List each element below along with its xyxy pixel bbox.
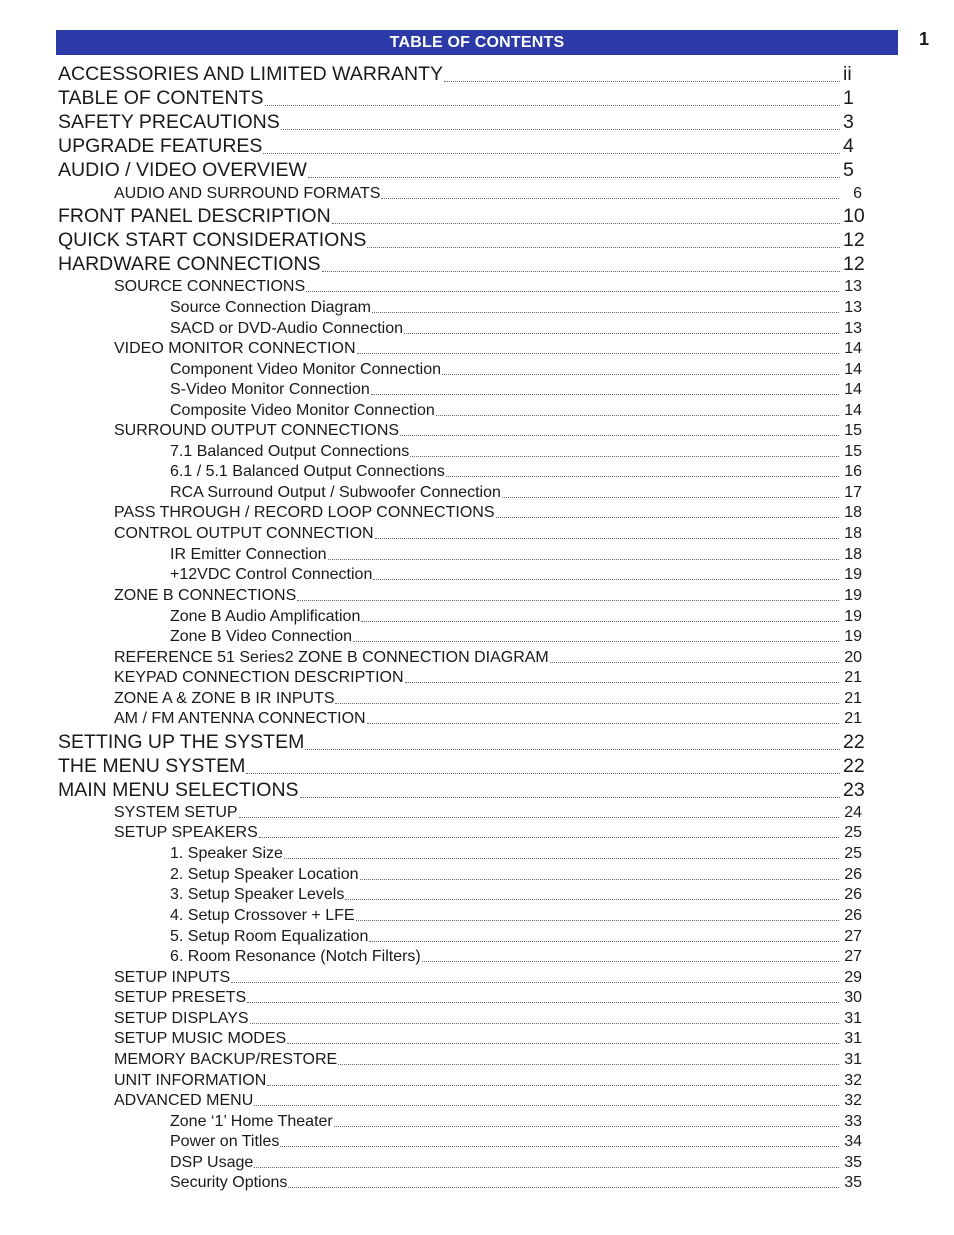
dot-leader: [345, 899, 839, 900]
toc-entry-page: 26: [844, 886, 862, 903]
toc-entry-page: 33: [844, 1113, 862, 1130]
toc-entry-page: 6: [853, 185, 862, 202]
dot-leader: [259, 837, 839, 838]
toc-entry[interactable]: [170, 626, 862, 646]
toc-entry-label: 3. Setup Speaker Levels: [170, 886, 345, 903]
toc-entry-page: 16: [844, 463, 862, 480]
dot-leader: [410, 456, 839, 457]
toc-header-title: TABLE OF CONTENTS: [389, 33, 565, 51]
toc-entry[interactable]: [114, 802, 862, 822]
toc-entry-label: IR Emitter Connection: [170, 546, 327, 563]
toc-entry-page: 26: [844, 907, 862, 924]
toc-entry[interactable]: [170, 1152, 862, 1172]
toc-entry-page: 18: [844, 546, 862, 563]
toc-entry-label: SETUP SPEAKERS: [114, 824, 258, 841]
dot-leader: [300, 797, 840, 798]
toc-entry-label: AM / FM ANTENNA CONNECTION: [114, 710, 366, 727]
toc-entry[interactable]: [114, 708, 862, 728]
toc-entry-label: QUICK START CONSIDERATIONS: [58, 229, 367, 251]
dot-leader: [422, 961, 839, 962]
toc-entry-label: AUDIO AND SURROUND FORMATS: [114, 185, 381, 202]
dot-leader: [353, 641, 839, 642]
toc-entry[interactable]: [114, 338, 862, 358]
toc-entry[interactable]: [170, 564, 862, 584]
dot-leader: [375, 538, 839, 539]
dot-leader: [254, 1105, 839, 1106]
dot-leader: [356, 920, 839, 921]
toc-entry-label: SETUP MUSIC MODES: [114, 1030, 287, 1047]
toc-entry[interactable]: [114, 523, 862, 543]
dot-leader: [496, 517, 840, 518]
toc-entry[interactable]: [58, 62, 861, 86]
toc-entry[interactable]: [170, 318, 862, 338]
toc-entry[interactable]: [58, 86, 861, 110]
toc-entry[interactable]: [114, 647, 862, 667]
toc-entry-label: KEYPAD CONNECTION DESCRIPTION: [114, 669, 404, 686]
toc-entry[interactable]: [170, 1111, 862, 1131]
toc-entry-label: ZONE A & ZONE B IR INPUTS: [114, 690, 335, 707]
dot-leader: [288, 1187, 839, 1188]
toc-entry-page: 23: [843, 779, 865, 801]
toc-entry-label: SETTING UP THE SYSTEM: [58, 731, 305, 753]
dot-leader: [263, 153, 840, 154]
dot-leader: [246, 773, 840, 774]
dot-leader: [436, 415, 839, 416]
toc-entry-page: 34: [844, 1133, 862, 1150]
toc-entry-label: S-Video Monitor Connection: [170, 381, 370, 398]
toc-entry-page: 35: [844, 1174, 862, 1191]
toc-entry-page: 22: [843, 731, 865, 753]
toc-entry-label: UNIT INFORMATION: [114, 1072, 267, 1089]
toc-entry-page: 24: [844, 804, 862, 821]
toc-entry[interactable]: [170, 297, 862, 317]
toc-entry-label: THE MENU SYSTEM: [58, 755, 246, 777]
dot-leader: [267, 1085, 839, 1086]
dot-leader: [247, 1002, 839, 1003]
toc-entry-label: SOURCE CONNECTIONS: [114, 278, 306, 295]
dot-leader: [442, 374, 839, 375]
dot-leader: [381, 198, 839, 199]
toc-entry-page: 29: [844, 969, 862, 986]
toc-entry[interactable]: [58, 158, 861, 182]
toc-entry[interactable]: [58, 252, 865, 276]
toc-entry[interactable]: [170, 864, 862, 884]
toc-entry-label: ACCESSORIES AND LIMITED WARRANTY: [58, 63, 444, 85]
toc-entry-page: 13: [844, 320, 862, 337]
toc-entry-label: REFERENCE 51 Series2 ZONE B CONNECTION DIAGRAM: [114, 649, 549, 666]
dot-leader: [254, 1167, 839, 1168]
toc-entry-page: 32: [844, 1072, 862, 1089]
toc-entry[interactable]: [58, 730, 865, 754]
dot-leader: [404, 333, 839, 334]
toc-entry[interactable]: [58, 134, 861, 158]
toc-entry-page: 31: [844, 1030, 862, 1047]
toc-entry-label: AUDIO / VIDEO OVERVIEW: [58, 159, 307, 181]
toc-entry[interactable]: [170, 1172, 862, 1192]
dot-leader: [361, 621, 839, 622]
toc-entry[interactable]: [58, 228, 865, 252]
toc-entry-label: VIDEO MONITOR CONNECTION: [114, 340, 356, 357]
toc-entry-page: 25: [844, 845, 862, 862]
toc-entry[interactable]: [114, 276, 862, 296]
toc-entry-page: 15: [844, 443, 862, 460]
toc-entry-label: Zone B Video Connection: [170, 628, 353, 645]
toc-entry-page: 35: [844, 1154, 862, 1171]
dot-leader: [369, 941, 839, 942]
toc-entry[interactable]: [114, 183, 862, 203]
toc-entry[interactable]: [114, 1070, 862, 1090]
toc-entry[interactable]: [170, 359, 862, 379]
toc-entry[interactable]: [114, 1049, 862, 1069]
dot-leader: [357, 353, 840, 354]
toc-entry-page: 1: [843, 87, 854, 109]
toc-entry[interactable]: [170, 606, 862, 626]
toc-entry-page: 31: [844, 1051, 862, 1068]
toc-entry-page: 12: [843, 229, 865, 251]
dot-leader: [284, 858, 839, 859]
toc-entry-label: TABLE OF CONTENTS: [58, 87, 264, 109]
toc-entry[interactable]: [170, 884, 862, 904]
dot-leader: [373, 579, 839, 580]
toc-entry[interactable]: [170, 461, 862, 481]
toc-entry-label: SACD or DVD-Audio Connection: [170, 320, 403, 337]
toc-entry-label: Security Options: [170, 1174, 288, 1191]
toc-entry[interactable]: [114, 967, 862, 987]
toc-entry-page: 21: [844, 669, 862, 686]
dot-leader: [332, 223, 840, 224]
toc-entry-label: MEMORY BACKUP/RESTORE: [114, 1051, 338, 1068]
toc-entry-label: SAFETY PRECAUTIONS: [58, 111, 280, 133]
toc-entry[interactable]: [58, 778, 865, 802]
toc-entry-label: Source Connection Diagram: [170, 299, 371, 316]
toc-entry-page: 21: [844, 710, 862, 727]
toc-entry-page: 19: [844, 628, 862, 645]
toc-entry-page: 30: [844, 989, 862, 1006]
toc-entry-label: 5. Setup Room Equalization: [170, 928, 369, 945]
toc-entry-label: 6. Room Resonance (Notch Filters): [170, 948, 421, 965]
toc-entry[interactable]: [58, 204, 865, 228]
toc-entry-page: 4: [843, 135, 854, 157]
toc-entry-page: ii: [843, 63, 852, 85]
toc-entry[interactable]: [114, 822, 862, 842]
toc-entry[interactable]: [114, 1090, 862, 1110]
toc-entry[interactable]: [170, 482, 862, 502]
dot-leader: [405, 682, 839, 683]
toc-entry-label: Zone B Audio Amplification: [170, 608, 361, 625]
toc-entry[interactable]: [170, 379, 862, 399]
toc-entry-label: FRONT PANEL DESCRIPTION: [58, 205, 331, 227]
toc-entry-page: 31: [844, 1010, 862, 1027]
toc-entry[interactable]: [170, 905, 862, 925]
toc-entry[interactable]: [58, 110, 861, 134]
toc-entry-page: 32: [844, 1092, 862, 1109]
toc-entry-page: 21: [844, 690, 862, 707]
toc-entry[interactable]: [170, 926, 862, 946]
toc-entry[interactable]: [170, 946, 862, 966]
toc-entry-label: Composite Video Monitor Connection: [170, 402, 435, 419]
toc-entry-label: HARDWARE CONNECTIONS: [58, 253, 321, 275]
dot-leader: [231, 982, 839, 983]
dot-leader: [265, 105, 841, 106]
toc-entry-page: 14: [844, 402, 862, 419]
dot-leader: [239, 817, 839, 818]
toc-entry-label: SETUP PRESETS: [114, 989, 247, 1006]
toc-entry-label: +12VDC Control Connection: [170, 566, 373, 583]
dot-leader: [360, 879, 839, 880]
toc-entry-label: ADVANCED MENU: [114, 1092, 254, 1109]
dot-leader: [338, 1064, 839, 1065]
dot-leader: [400, 435, 839, 436]
toc-header-bar: [56, 30, 898, 55]
toc-entry-label: SETUP DISPLAYS: [114, 1010, 249, 1027]
toc-entry-page: 10: [843, 205, 865, 227]
toc-entry-label: 7.1 Balanced Output Connections: [170, 443, 410, 460]
toc-entry-page: 22: [843, 755, 865, 777]
toc-entry[interactable]: [114, 585, 862, 605]
dot-leader: [306, 291, 839, 292]
toc-entry-page: 19: [844, 608, 862, 625]
toc-entry-page: 20: [844, 649, 862, 666]
toc-entry-label: 4. Setup Crossover + LFE: [170, 907, 355, 924]
toc-entry-label: MAIN MENU SELECTIONS: [58, 779, 299, 801]
toc-entry[interactable]: [114, 1008, 862, 1028]
toc-entry-label: DSP Usage: [170, 1154, 254, 1171]
toc-entry-page: 5: [843, 159, 854, 181]
dot-leader: [280, 1146, 839, 1147]
toc-entry-label: UPGRADE FEATURES: [58, 135, 263, 157]
dot-leader: [328, 559, 839, 560]
dot-leader: [335, 703, 839, 704]
toc-entry-label: SURROUND OUTPUT CONNECTIONS: [114, 422, 400, 439]
dot-leader: [372, 312, 839, 313]
toc-entry[interactable]: [58, 754, 865, 778]
toc-entry-label: SETUP INPUTS: [114, 969, 231, 986]
toc-entry[interactable]: [114, 1028, 862, 1048]
toc-entry-label: CONTROL OUTPUT CONNECTION: [114, 525, 374, 542]
dot-leader: [287, 1043, 839, 1044]
toc-entry-page: 25: [844, 824, 862, 841]
dot-leader: [371, 394, 839, 395]
toc-entry-label: 6.1 / 5.1 Balanced Output Connections: [170, 463, 445, 480]
toc-entry-page: 27: [844, 928, 862, 945]
dot-leader: [297, 600, 839, 601]
dot-leader: [502, 497, 839, 498]
toc-entry[interactable]: [170, 1131, 862, 1151]
toc-entry-label: Component Video Monitor Connection: [170, 361, 441, 378]
toc-entry[interactable]: [114, 667, 862, 687]
dot-leader: [308, 177, 840, 178]
toc-entry-page: 14: [844, 361, 862, 378]
dot-leader: [444, 81, 840, 82]
toc-entry-label: RCA Surround Output / Subwoofer Connection: [170, 484, 501, 501]
dot-leader: [446, 476, 839, 477]
toc-entry-label: Zone ‘1’ Home Theater: [170, 1113, 333, 1130]
toc-entry-page: 3: [843, 111, 854, 133]
toc-entry[interactable]: [170, 400, 862, 420]
dot-leader: [334, 1126, 839, 1127]
toc-entry-label: 2. Setup Speaker Location: [170, 866, 359, 883]
toc-entry-page: 15: [844, 422, 862, 439]
page-number: 1: [919, 29, 930, 49]
toc-entry-page: 13: [844, 278, 862, 295]
toc-entry-page: 17: [844, 484, 862, 501]
toc-entry-page: 27: [844, 948, 862, 965]
toc-entry[interactable]: [170, 441, 862, 461]
dot-leader: [322, 271, 840, 272]
dot-leader: [281, 129, 840, 130]
toc-entry-page: 12: [843, 253, 865, 275]
toc-entry[interactable]: [114, 987, 862, 1007]
toc-entry[interactable]: [114, 420, 862, 440]
toc-entry[interactable]: [170, 843, 862, 863]
toc-entry-label: 1. Speaker Size: [170, 845, 283, 862]
toc-entry-page: 13: [844, 299, 862, 316]
dot-leader: [367, 247, 840, 248]
toc-entry-page: 14: [844, 340, 862, 357]
toc-entry-label: SYSTEM SETUP: [114, 804, 238, 821]
toc-entry[interactable]: [114, 502, 862, 522]
toc-entry-page: 19: [844, 587, 862, 604]
toc-entry-page: 19: [844, 566, 862, 583]
dot-leader: [250, 1023, 839, 1024]
toc-entry-label: PASS THROUGH / RECORD LOOP CONNECTIONS: [114, 504, 495, 521]
dot-leader: [550, 662, 839, 663]
toc-entry-page: 14: [844, 381, 862, 398]
dot-leader: [367, 723, 839, 724]
toc-entry[interactable]: [114, 688, 862, 708]
toc-entry-page: 18: [844, 504, 862, 521]
toc-entry-label: Power on Titles: [170, 1133, 280, 1150]
dot-leader: [305, 749, 840, 750]
toc-entry-label: ZONE B CONNECTIONS: [114, 587, 297, 604]
toc-entry-page: 26: [844, 866, 862, 883]
toc-entry[interactable]: [170, 544, 862, 564]
toc-entry-page: 18: [844, 525, 862, 542]
